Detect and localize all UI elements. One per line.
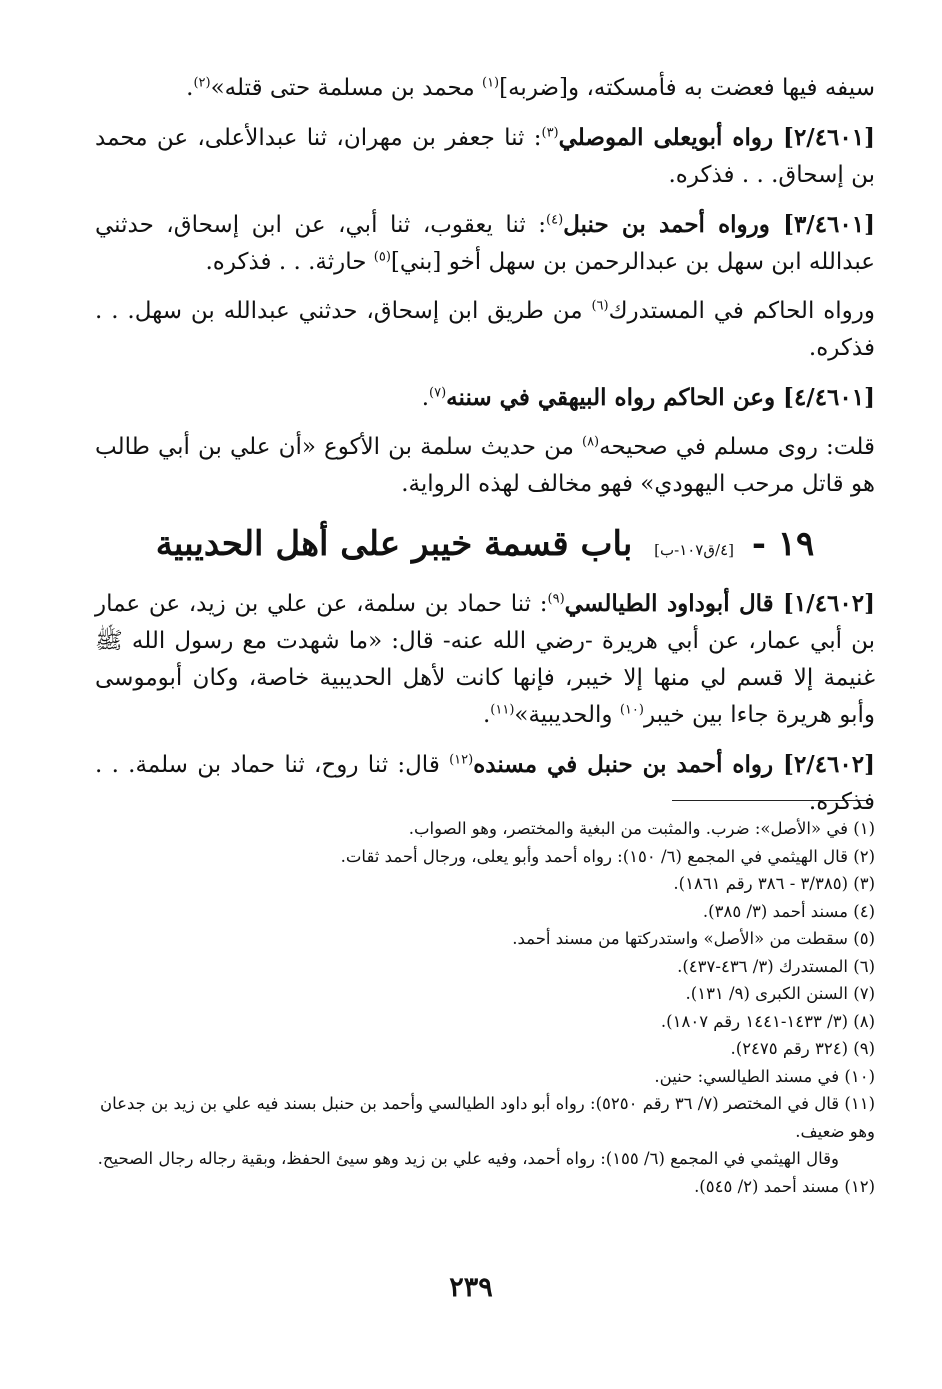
hadith-4602-1 bbox=[95, 585, 875, 734]
hadith-4602-2 bbox=[95, 746, 875, 821]
paragraph-continuation bbox=[95, 70, 875, 107]
paragraph-text: : ثنا يعقوب، ثنا أبي، عن ابن إسحاق، حدثني عبدالله ابن سهل بن عبدالرحمن بن سهل أخو [بني] bbox=[95, 212, 875, 275]
footnote: (١) في «الأصل»: ضرب. والمثبت من البغية والمختصر، وهو الصواب. bbox=[408, 819, 875, 838]
manuscript-ref: [٤/ق١٠٧-ب] bbox=[654, 541, 734, 559]
chapter-number: ١٩ - bbox=[751, 524, 815, 564]
hadith-heading: [٢/٤٦٠١] رواه أبويعلى الموصلي bbox=[558, 124, 875, 151]
footnote: (٤) مسند أحمد (٣/ ٣٨٥). bbox=[702, 901, 875, 921]
footnote-ref: (٧) bbox=[429, 385, 447, 401]
footnote-ref: (١٢) bbox=[449, 752, 474, 768]
footnote: (٦) المستدرك (٣/ ٤٣٦-٤٣٧). bbox=[677, 956, 875, 976]
footnote-ref: (٨) bbox=[581, 434, 600, 450]
hadith-heading: [٣/٤٦٠١] ورواه أحمد بن حنبل bbox=[563, 211, 876, 238]
hadith-4601-2 bbox=[95, 119, 875, 194]
paragraph-text: حارثة. . . فذكره. bbox=[205, 249, 374, 275]
footnote-divider bbox=[672, 800, 868, 801]
footnote-ref: (١) bbox=[481, 75, 500, 91]
footnote: (٧) السنن الكبرى (٩/ ١٣١). bbox=[685, 984, 875, 1003]
footnote-ref: (٤) bbox=[546, 212, 564, 228]
footnote: (١٢) مسند أحمد (٢/ ٥٤٥). bbox=[694, 1176, 875, 1196]
note-paragraph bbox=[95, 429, 875, 503]
punctuation: . bbox=[482, 702, 491, 728]
paragraph-text: من حديث سلمة بن الأكوع «أن علي بن أبي طالب هو قاتل مرحب اليهودي» فهو مخالف لهذه الرواية. bbox=[95, 434, 875, 497]
footnote-ref: (١٠) bbox=[619, 702, 644, 718]
footnote: (٥) سقطت من «الأصل» واستدركتها من مسند أحمد. bbox=[512, 929, 875, 948]
punctuation: . bbox=[186, 75, 194, 101]
page-number: ٢٣٩ bbox=[449, 1272, 493, 1303]
main-text bbox=[95, 70, 875, 833]
hadith-heading: [٤/٤٦٠١] وعن الحاكم رواه البيهقي في سننه bbox=[446, 384, 875, 411]
footnote-continuation: وقال الهيثمي في المجمع (٦/ ١٥٥): رواه أحمد، وفيه علي بن زيد وهو سيئ الحفظ، وبقية رجاله رجال الصحيح. bbox=[97, 1149, 839, 1168]
hadith-heading: [٢/٤٦٠٢] رواه أحمد بن حنبل في مسنده bbox=[473, 751, 875, 778]
hadith-4601-4 bbox=[95, 379, 875, 417]
footnote: (٢) قال الهيثمي في المجمع (٦/ ١٥٠): رواه أحمد وأبو يعلى، ورجال أحمد ثقات. bbox=[340, 846, 875, 866]
paragraph-text: من طريق ابن إسحاق، حدثني عبدالله بن سهل. . . فذكره. bbox=[95, 298, 875, 361]
chapter-title: باب قسمة خيبر على أهل الحديبية bbox=[155, 524, 633, 564]
chapter-heading bbox=[95, 521, 875, 573]
footnote-ref: (٢) bbox=[193, 75, 211, 91]
footnote-ref: (٦) bbox=[591, 298, 609, 314]
paragraph-text: والحديبية» bbox=[514, 702, 620, 728]
footnote: (٨) (٣/ ١٤٣٣-١٤٤١ رقم ١٨٠٧). bbox=[660, 1011, 875, 1031]
paragraph-text: محمد بن مسلمة حتى قتله» bbox=[210, 75, 482, 101]
paragraph-text: : ثنا جعفر بن مهران، ثنا عبدالأعلى، عن محمد بن إسحاق. . . فذكره. bbox=[95, 125, 875, 188]
paragraph-text: : ثنا حماد بن سلمة، عن علي بن زيد، عن عمار بن أبي عمار، عن أبي هريرة -رضي الله عنه- قال: «ما شهدت مع رسول الله ﷺ غنيمة إلا قسم لي منها إلا خيبر، فإنها كانت لأهل الحديبية خاصة، وكان أبوموسى وأبو هريرة جاءا بين خيبر bbox=[95, 591, 875, 728]
footnote-ref: (٣) bbox=[541, 125, 559, 141]
footnote-ref: (٩) bbox=[547, 591, 565, 607]
hadith-heading: [١/٤٦٠٢] قال أبوداود الطيالسي bbox=[564, 590, 876, 617]
footnote: (٩) (٣٢٤ رقم ٢٤٧٥). bbox=[730, 1039, 875, 1058]
paragraph-text: سيفه فيها فعضت به فأمسكته، و[ضربه] bbox=[499, 75, 875, 101]
hakim-paragraph bbox=[95, 293, 875, 367]
footnote-ref: (٥) bbox=[373, 249, 391, 265]
footnote: (١٠) في مسند الطيالسي: حنين. bbox=[654, 1066, 875, 1086]
footnote: (٣) (٣/٣٨٥ - ٣٨٦ رقم ١٨٦١). bbox=[673, 874, 875, 893]
punctuation: . bbox=[421, 385, 430, 411]
hadith-4601-3 bbox=[95, 206, 875, 281]
footnote: (١١) قال في المختصر (٧/ ٣٦ رقم ٥٢٥٠): رواه أبو داود الطيالسي وأحمد بن حنبل بسند فيه علي بن زيد بن جدعان وهو ضعيف. bbox=[99, 1094, 875, 1141]
footnote-ref: (١١) bbox=[490, 702, 515, 718]
footnotes bbox=[95, 815, 875, 1200]
paragraph-text: ورواه الحاكم في المستدرك bbox=[608, 298, 875, 324]
paragraph-text: قلت: روى مسلم في صحيحه bbox=[599, 434, 876, 460]
paragraph-text: قال: ثنا روح، ثنا حماد بن سلمة. . . فذكره. bbox=[95, 752, 875, 815]
